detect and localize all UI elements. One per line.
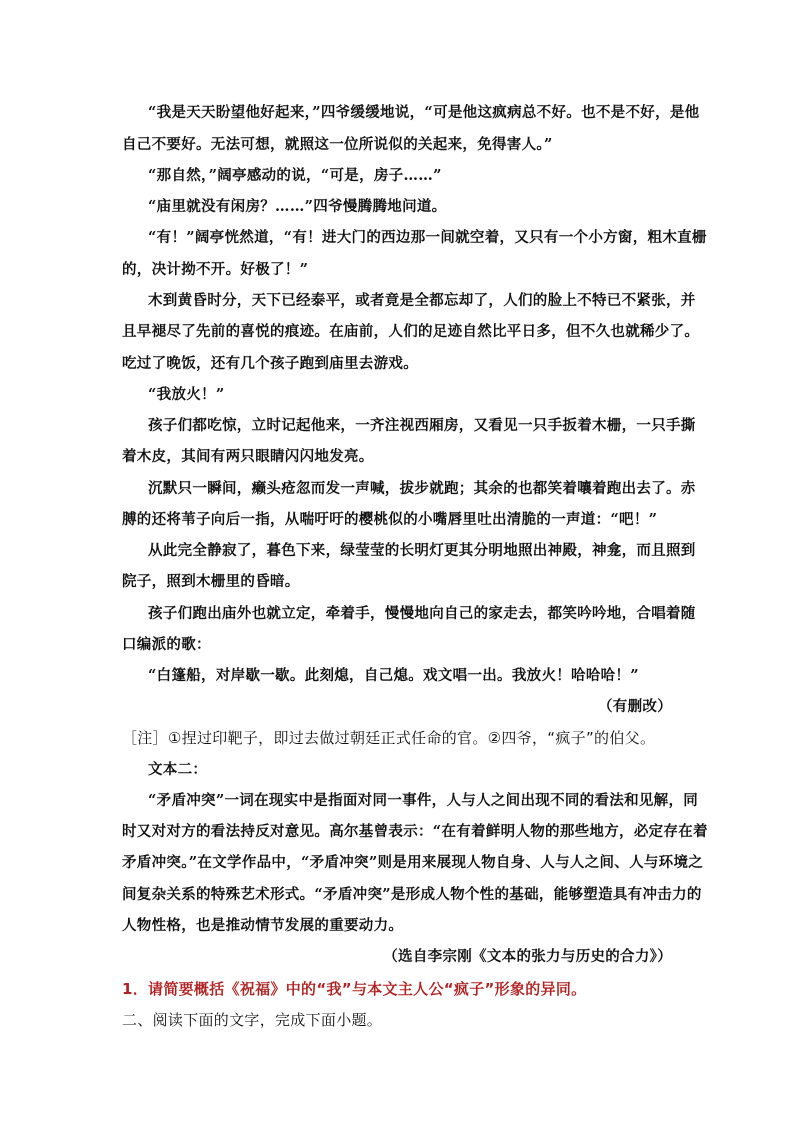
story-line: 孩子们跑出庙外也就立定，牵着手，慢慢地向自己的家走去，都笑吟吟地，合唱着随 — [148, 605, 696, 622]
story-line: 自己不要好。无法可想，就照这一位所说似的关起来，免得害人。” — [122, 136, 553, 153]
story-line: 沉默只一瞬间，癞头疮忽而发一声喊，拔步就跑；其余的也都笑着嚷着跑出去了。赤 — [148, 480, 696, 497]
story-line: 膊的还将苇子向后一指，从喘吁吁的樱桃似的小嘴唇里吐出清脆的一声道：“吧！” — [122, 511, 658, 528]
question-1: 1．请简要概括《祝福》中的“我”与本文主人公“疯子”形象的异同。 — [122, 980, 587, 998]
story-line: “白篷船，对岸歇一歇。此刻熄，自己熄。戏文唱一出。我放火！哈哈哈！” — [148, 667, 639, 684]
story-line: 着木皮，其间有两只眼睛闪闪地发亮。 — [122, 448, 374, 465]
story-line: 木到黄昏时分，天下已经泰平，或者竟是全都忘却了，人们的脸上不特已不紧张，并 — [148, 292, 696, 309]
story-line: “庙里就没有闲房？……”四爷慢腾腾地问道。 — [148, 198, 447, 215]
story-line: “有！”阔亭恍然道，“有！进大门的西边那一间就空着，又只有一个小方窗，粗木直栅 — [148, 229, 707, 246]
story-line: “我放火！” — [148, 386, 225, 403]
story-line: 吃过了晚饭，还有几个孩子跑到庙里去游戏。 — [122, 355, 418, 372]
story-line: 院子，照到木栅里的昏暗。 — [122, 573, 300, 590]
text2-line: 间复杂关系的特殊艺术形式。“矛盾冲突”是形成人物个性的基础，能够塑造具有冲击力的 — [122, 886, 702, 903]
annotation: ［注］①捏过印靶子，即过去做过朝廷正式任命的官。②四爷，“疯子”的伯父。 — [122, 729, 656, 747]
text2-line: “矛盾冲突”一词在现实中是指面对同一事件，人与人之间出现不同的看法和见解，同 — [148, 792, 699, 809]
text2-line: 矛盾冲突。”在文学作品中，“矛盾冲突”则是用来展现人物自身、人与人之间、人与环境之 — [122, 854, 704, 871]
text2-title: 文本二： — [148, 761, 208, 778]
section-2-heading: 二、阅读下面的文字，完成下面小题。 — [122, 1011, 383, 1029]
text2-line: 时又对对方的看法持反对意见。高尔基曾表示：“在有着鲜明人物的那些地方，必定存在着 — [122, 823, 708, 840]
source-note: （有删改） — [598, 698, 672, 715]
story-line: 从此完全静寂了，暮色下来，绿莹莹的长明灯更其分明地照出神殿，神龛，而且照到 — [148, 542, 696, 559]
story-line: “那自然，”阔亭感动的说，“可是，房子……” — [148, 167, 442, 184]
text2-source: （选自李宗刚《文本的张力与历史的合力》） — [383, 948, 672, 965]
story-line: “我是天天盼望他好起来，”四爷缓缓地说，“可是他这疯病总不好。也不是不好，是他 — [148, 104, 700, 121]
story-line: 口编派的歌： — [122, 636, 211, 653]
story-line: 孩子们都吃惊，立时记起他来，一齐注视西厢房，又看见一只手扳着木栅，一只手撕 — [148, 417, 696, 434]
story-line: 的，决计拗不开。好极了！” — [122, 261, 309, 278]
text2-line: 人物性格，也是推动情节发展的重要动力。 — [122, 917, 404, 934]
story-line: 且早褪尽了先前的喜悦的痕迹。在庙前，人们的足迹自然比平日多，但不久也就稀少了。 — [122, 323, 700, 340]
